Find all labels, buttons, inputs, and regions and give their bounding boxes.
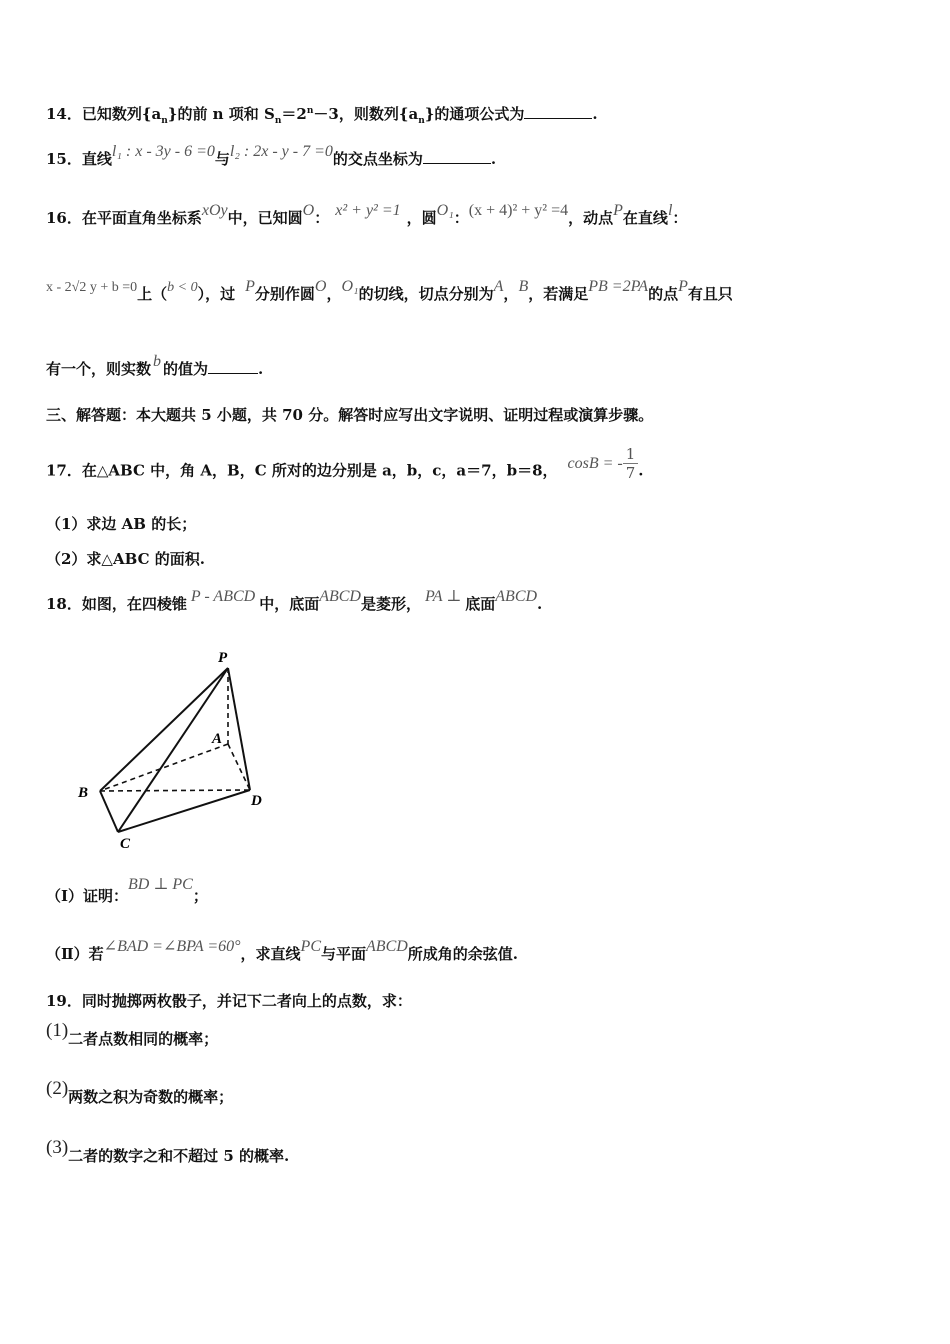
q16-text: ， xyxy=(326,285,342,303)
q18-text: 中，底面 xyxy=(259,595,320,613)
q18-text: 与平面 xyxy=(321,945,367,963)
q18-part-2 xyxy=(46,938,519,964)
q14-text: －3，则数列{a xyxy=(313,105,419,123)
circle-o-equation: x² + y² =1 xyxy=(335,202,401,219)
edge-pc xyxy=(118,668,228,832)
q17-text: 在△ABC 中，角 A，B，C 所对的边分别是 a，b，c，a＝7，b＝8， xyxy=(81,461,558,480)
q16-text: 在平面直角坐标系 xyxy=(81,209,202,227)
question-16-line2 xyxy=(46,278,733,304)
q17-part-1: （1）求边 AB 的长； xyxy=(46,515,197,533)
question-16-line3 xyxy=(46,353,264,379)
q18-text: 底面 xyxy=(465,595,496,613)
edge-bd xyxy=(100,790,250,791)
label-p: P xyxy=(218,650,228,666)
point-p: P xyxy=(613,202,623,219)
answer-blank xyxy=(524,106,592,119)
question-18 xyxy=(46,588,543,614)
circle-o1-equation: (x + 4)² + y² =4 xyxy=(468,202,569,219)
q16-text: 分别作圆 xyxy=(254,285,315,303)
line-pc: PC xyxy=(300,938,321,955)
label-c: C xyxy=(120,836,131,852)
circle-o1: O₁ xyxy=(436,202,454,219)
q18-text: ，求直线 xyxy=(240,945,301,963)
q16-text: ： xyxy=(453,209,469,227)
q19-text: 同时抛掷两枚骰子，并记下二者向上的点数，求： xyxy=(81,992,412,1010)
q16-text: ，若满足 xyxy=(528,285,589,303)
q14-sup: n xyxy=(306,106,314,116)
q16-text: 中，已知圆 xyxy=(227,209,303,227)
base-name: ABCD xyxy=(319,588,361,605)
q19-item-3 xyxy=(46,1137,290,1167)
q18-text: 所成角的余弦值. xyxy=(407,945,519,963)
q16-text: ： xyxy=(672,209,688,227)
q14-text: 已知数列{a xyxy=(81,105,162,123)
q14-text: }的前 n 项和 S xyxy=(167,105,275,123)
q18-part-1-label: （Ⅰ）证明： xyxy=(46,887,129,905)
edge-pd xyxy=(228,668,250,790)
label-d: D xyxy=(251,793,262,809)
q14-text: }的通项公式为 xyxy=(424,105,525,123)
q16-text: ： xyxy=(314,209,330,227)
q18-number: 18． xyxy=(46,595,82,613)
edge-pb xyxy=(100,668,228,791)
q18-text: 是菱形， xyxy=(360,595,421,613)
q16-text: 有一个，则实数 xyxy=(46,360,152,378)
bd-perp-pc: BD ⊥ PC xyxy=(128,876,193,893)
item-number: (1) xyxy=(46,1020,69,1041)
fraction-denominator: 7 xyxy=(625,464,636,482)
q14-sub: n xyxy=(274,116,282,126)
q16-number: 16． xyxy=(46,209,82,227)
q17-number: 17． xyxy=(46,461,82,480)
b-condition: b < 0 xyxy=(167,280,198,295)
q18-end: . xyxy=(537,595,543,613)
q16-text: ），过 xyxy=(197,285,236,303)
edge-bc xyxy=(100,791,118,832)
base-name: ABCD xyxy=(495,588,538,605)
q18-part-1 xyxy=(46,876,208,906)
question-14 xyxy=(46,103,598,126)
pa-perpendicular: PA ⊥ xyxy=(425,588,462,605)
question-16 xyxy=(46,202,688,228)
circle-o: O xyxy=(314,278,327,295)
q14-text: ＝2 xyxy=(281,105,307,123)
edge-ab xyxy=(100,744,228,791)
q16-text: 上（ xyxy=(137,285,168,303)
fraction-numerator: 1 xyxy=(623,445,639,464)
q18-part-1-end: ； xyxy=(192,887,208,905)
item-number: (3) xyxy=(46,1137,69,1158)
coordinate-system: xOy xyxy=(201,202,228,219)
label-a: A xyxy=(212,731,223,747)
q14-end: . xyxy=(592,105,598,123)
q18-text: 如图，在四棱锥 xyxy=(81,595,187,613)
q15-text: 与 xyxy=(214,150,230,168)
question-15 xyxy=(46,143,497,169)
item-text: 两数之积为奇数的概率； xyxy=(68,1088,234,1106)
q16-text: 的切线，切点分别为 xyxy=(358,285,494,303)
q19-item-1 xyxy=(46,1020,219,1050)
question-17 xyxy=(46,445,644,490)
fraction-1-7 xyxy=(623,445,639,482)
question-19 xyxy=(46,990,412,1011)
q16-text: ，动点 xyxy=(568,209,614,227)
q15-text: 直线 xyxy=(81,150,112,168)
section-3-heading: 三、解答题：本大题共 5 小题，共 70 分。解答时应写出文字说明、证明过程或演算步骤。 xyxy=(46,406,654,424)
pyramid-name: P - ABCD xyxy=(190,588,256,605)
plane-abcd: ABCD xyxy=(366,938,408,955)
q16-text: 的点 xyxy=(648,285,679,303)
variable-b: b xyxy=(153,353,162,370)
q15-text: 的交点坐标为 xyxy=(332,150,423,168)
q17-part-2: （2）求△ABC 的面积. xyxy=(46,550,205,568)
circle-o: O xyxy=(302,202,315,219)
q19-number: 19． xyxy=(46,992,82,1010)
cos-b-expression: cosB = - xyxy=(567,454,623,472)
q14-sub: n xyxy=(161,116,168,126)
answer-blank xyxy=(423,151,491,164)
point-p: P xyxy=(678,278,688,295)
edge-cd xyxy=(118,790,250,832)
q16-text: ， xyxy=(503,285,519,303)
q15-end: . xyxy=(490,150,497,168)
q16-text: 有且只 xyxy=(687,285,733,303)
pyramid-diagram xyxy=(70,640,280,855)
q18-part-2-label: （Ⅱ）若 xyxy=(46,945,104,963)
line-l1-equation: l₁ : x - 3y - 6 =0 xyxy=(111,143,215,160)
q14-number: 14． xyxy=(46,105,82,123)
point-b: B xyxy=(518,278,529,295)
angle-condition: ∠BAD =∠BPA =60° xyxy=(103,938,241,955)
q16-text: ，圆 xyxy=(406,209,437,227)
circle-o1: O₁ xyxy=(341,278,359,295)
label-b: B xyxy=(78,785,89,801)
q19-item-2 xyxy=(46,1078,234,1108)
relation-pb-pa: PB =2PA xyxy=(588,278,649,295)
line-l: l xyxy=(667,202,673,219)
item-number: (2) xyxy=(46,1078,69,1099)
q17-end: . xyxy=(638,461,644,480)
point-a: A xyxy=(493,278,504,295)
item-text: 二者的数字之和不超过 5 的概率. xyxy=(68,1147,290,1165)
q16-end: . xyxy=(258,360,264,378)
point-p: P xyxy=(245,278,255,295)
q16-text: 在直线 xyxy=(622,209,668,227)
item-text: 二者点数相同的概率； xyxy=(68,1030,219,1048)
q15-number: 15． xyxy=(46,150,82,168)
line-l2-equation: l₂ : 2x - y - 7 =0 xyxy=(229,143,333,160)
answer-blank xyxy=(208,361,258,374)
q16-text: 的值为 xyxy=(163,360,209,378)
line-l-equation: x - 2√2 y + b =0 xyxy=(46,280,138,295)
q14-sub: n xyxy=(418,116,425,126)
